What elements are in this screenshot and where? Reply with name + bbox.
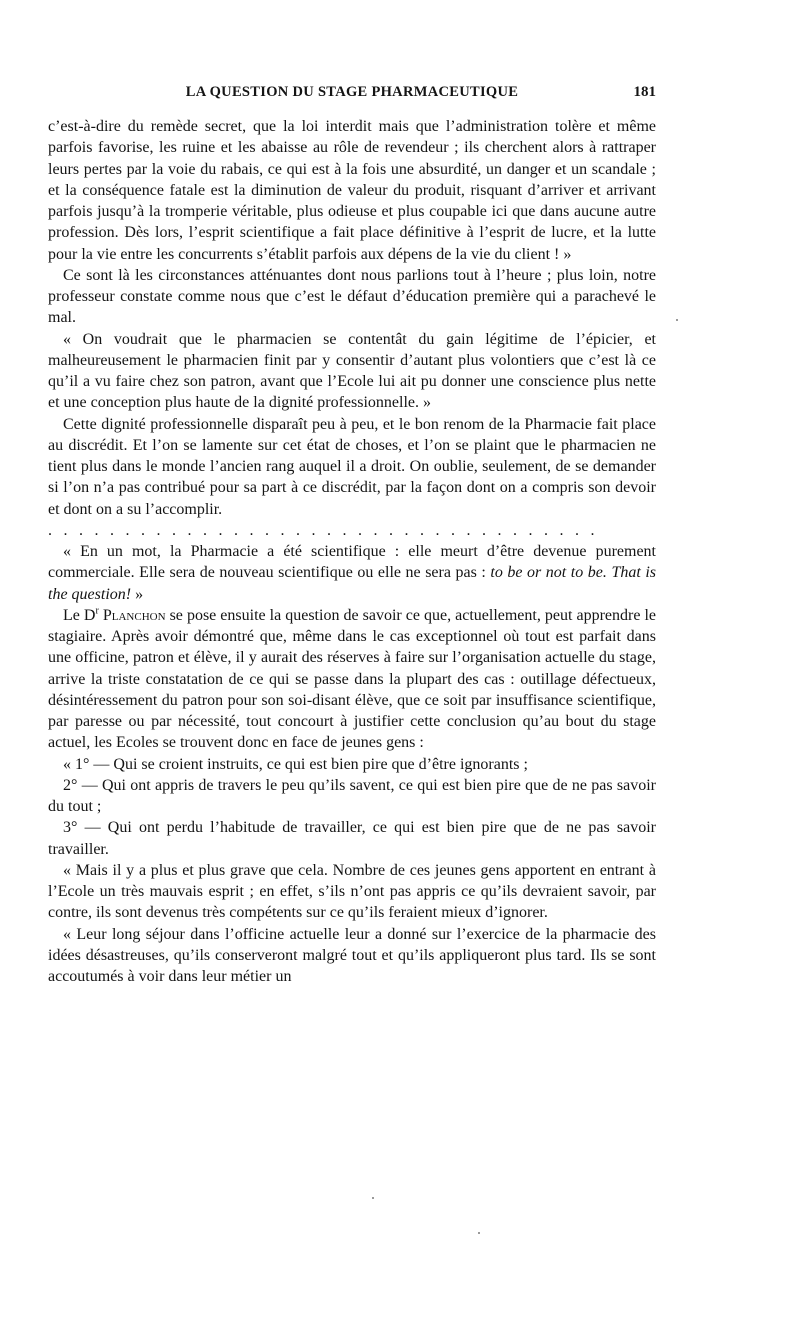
- quote-closing-italic: to be or not to be. That is the question!: [48, 564, 657, 603]
- list-item-3: 3° — Qui ont perdu l’habitude de travailler, ce qui est bien pire que de ne pas savoir travailler.: [48, 819, 656, 858]
- paragraph-mauvais-esprit: « Mais il y a plus et plus grave que cela. Nombre de ces jeunes gens apportent en entrant à l’Ecole un très mauvais esprit ; en effet, s’ils n’ont pas appris ce qu’ils devraient savoir, par contre, ils sont devenus très compétents sur ce qu’ils feraient mieux d’ignorer.: [48, 861, 656, 922]
- planchon-superscript: r: [95, 605, 99, 617]
- planchon-text: se pose ensuite la question de savoir ce que, actuellement, peut apprendre le stagiaire. Après avoir démontré que, même dans le cas exceptionnel où tout est parfait dans une officine, patron et élève, il y aurait des réserves à faire sur l’organisation actuelle du stage, arrive la triste constatation de ce qui se passe dans la plupart des cas : outillage défectueux, désintéressement du patron pour son soi-disant élève, que ce soit par insuffisance scientifique, par paresse ou par nécessité, tout concourt à justifier cette conclusion qu’au bout du stage actuel, les Ecoles se trouvent donc en face de jeunes gens :: [48, 606, 657, 752]
- paragraph-long-sejour: « Leur long séjour dans l’officine actuelle leur a donné sur l’exercice de la pharmacie des idées désastreuses, qu’ils conserveront malgré tout et qu’ils appliqueront plus tard. Ils se sont accoutumés à voir dans leur métier un: [48, 925, 656, 985]
- list-item-2: 2° — Qui ont appris de travers le peu qu’ils savent, ce qui est bien pire que de ne pas savoir du tout ;: [48, 776, 656, 815]
- running-title: LA QUESTION DU STAGE PHARMACEUTIQUE: [185, 84, 519, 100]
- paragraph-quote-epicier: « On voudrait que le pharmacien se contentât du gain légitime de l’épicier, et malheureusement le pharmacien finit par y consentir d’autant plus volontiers que c’est là ce qu’il a vu faire chez son patron, avant que l’Ecole lui ait pu donner une conscience plus nette et une conception plus haute de la dignité professionnelle. »: [48, 330, 656, 412]
- quote-closing-end: »: [131, 585, 144, 603]
- scan-speck: [676, 319, 678, 321]
- page-body: [48, 116, 656, 987]
- ellipsis-row: ....................................: [48, 521, 606, 539]
- quote-closing-text: « En un mot, la Pharmacie a été scientifique : elle meurt d’être devenue purement commerciale. Elle sera de nouveau scientifique ou elle ne sera pas :: [48, 543, 656, 582]
- paragraph-quote-closing: [48, 541, 656, 605]
- paragraph-planchon: [48, 605, 656, 754]
- page-number: 181: [633, 84, 656, 100]
- list-item-1: « 1° — Qui se croient instruits, ce qui est bien pire que d’être ignorants ;: [63, 755, 528, 773]
- scan-speck: [372, 1197, 374, 1199]
- planchon-prefix: Le D: [63, 606, 96, 624]
- scan-speck: [478, 1232, 480, 1234]
- paragraph-circonstances: Ce sont là les circonstances atténuantes dont nous parlions tout à l’heure ; plus loin, notre professeur constate comme nous que c’est le défaut d’éducation première qui a parachevé le mal.: [48, 266, 656, 327]
- planchon-name: Planchon: [102, 606, 166, 624]
- paragraph-continuation: c’est-à-dire du remède secret, que la loi interdit mais que l’administration tolère et même parfois favorise, les ruine et les abaisse au rôle de revendeur ; ils cherchent alors à rattraper leurs pertes par la voie du rabais, ce qui est à la fois une absurdité, un danger et un scandale ; et la conséquence fatale est la diminution de valeur du produit, risquant d’arriver et arrivant parfois jusqu’à la tromperie véritable, plus odieuse et plus coupable ici que dans aucune autre profession. Dès lors, l’esprit scientifique a fait place définitive à l’esprit de lucre, et la lutte pour la vie entre les concurrents s’établit parfois aux dépens de la vie du client ! »: [48, 118, 656, 263]
- paragraph-dignite: Cette dignité professionnelle disparaît peu à peu, et le bon renom de la Pharmacie fait place au discrédit. Et l’on se lamente sur cet état de choses, et l’on se plaint que le pharmacien ne tient plus dans le monde l’ancien rang auquel il a droit. On oublie, seulement, de se demander si l’on n’a pas contribué pour sa part à ce discrédit, par la façon dont on a compris son devoir et dont on a su l’accomplir.: [48, 415, 656, 518]
- page-header: [48, 84, 656, 108]
